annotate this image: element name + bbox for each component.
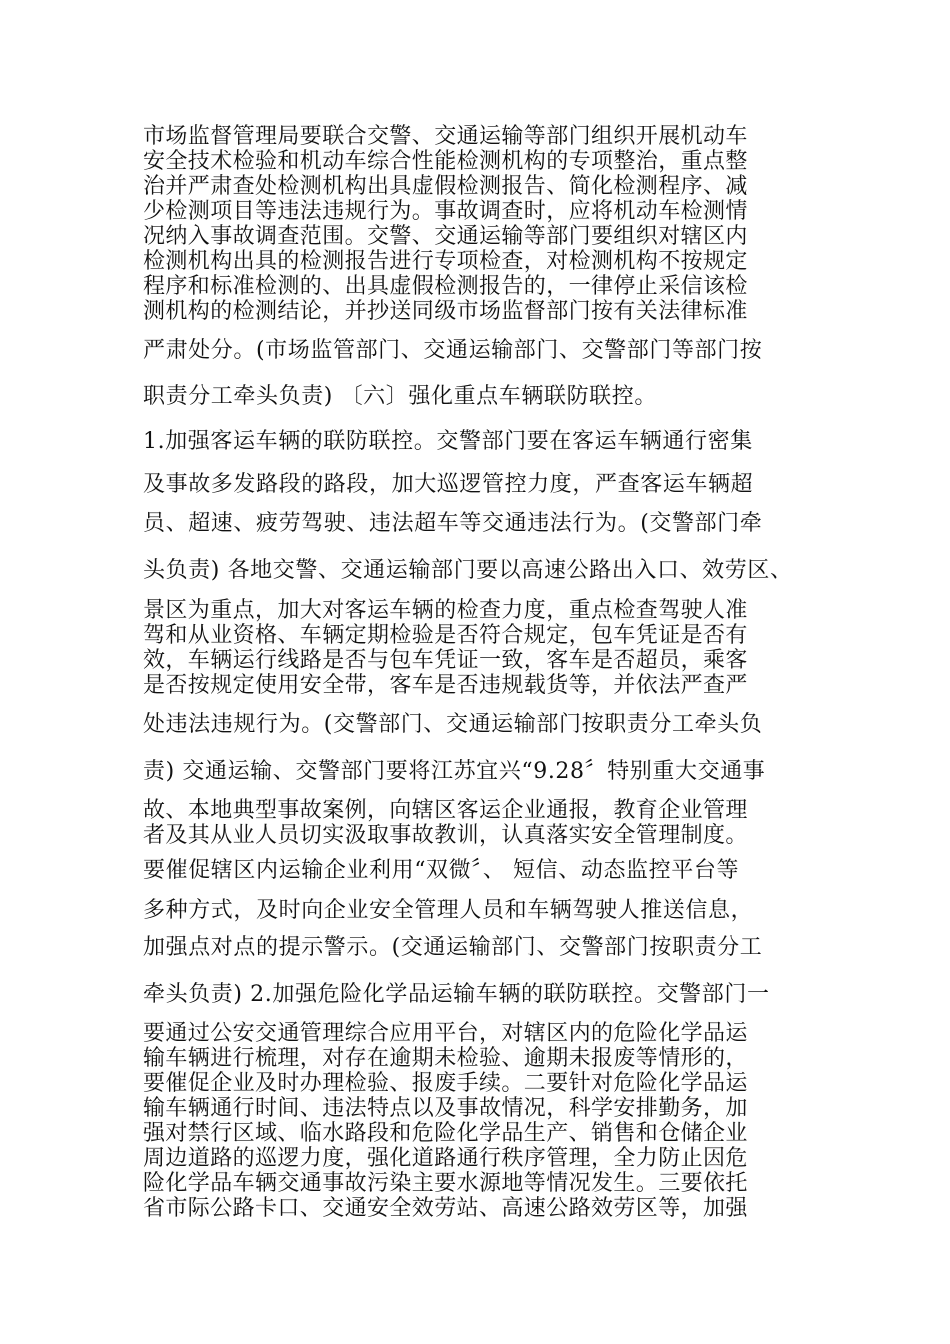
text-line: 及事故多发路段的路段，加大巡逻管控力度，严查客运车辆超 xyxy=(143,472,754,497)
text-line: 程序和标准检测的、出具虚假检测报告的，一律停止采信该检 xyxy=(143,274,748,299)
text-line: 险化学品车辆交通事故污染主要水源地等情况发生。三要依托 xyxy=(143,1171,748,1196)
text-line: 职责分工牵头负责) 〔六〕强化重点车辆联防联控。 xyxy=(143,384,657,409)
text-line: 者及其从业人员切实汲取事故教训，认真落实安全管理制度。 xyxy=(143,823,748,848)
text-line: 强对禁行区域、临水路段和危险化学品生产、销售和仓储企业 xyxy=(143,1121,748,1146)
text-line: 检测机构出具的检测报告进行专项检查，对检测机构不按规定 xyxy=(143,249,748,274)
text-line: 牵头负责) 2.加强危险化学品运输车辆的联防联控。交警部门一 xyxy=(143,982,770,1007)
text-line: 周边道路的巡逻力度，强化道路通行秩序管理，全力防止因危 xyxy=(143,1146,748,1171)
text-line: 少检测项目等违法违规行为。事故调查时，应将机动车检测情 xyxy=(143,199,748,224)
text-line: 市场监督管理局要联合交警、交通运输等部门组织开展机动车 xyxy=(143,124,748,149)
text-line: 景区为重点，加大对客运车辆的检查力度，重点检查驾驶人准 xyxy=(143,598,748,623)
text-line: 员、超速、疲劳驾驶、违法超车等交通违法行为。(交警部门牵 xyxy=(143,511,763,536)
text-line: 效，车辆运行线路是否与包车凭证一致，客车是否超员，乘客 xyxy=(143,648,748,673)
text-line: 安全技术检验和机动车综合性能检测机构的专项整治，重点整 xyxy=(143,149,748,174)
text-line: 测机构的检测结论，并抄送同级市场监督部门按有关法律标准 xyxy=(143,299,748,324)
text-line: 况纳入事故调查范围。交警、交通运输等部门要组织对辖区内 xyxy=(143,224,748,249)
text-line: 1.加强客运车辆的联防联控。交警部门要在客运车辆通行密集 xyxy=(143,429,753,454)
text-line: 要通过公安交通管理综合应用平台，对辖区内的危险化学品运 xyxy=(143,1021,748,1046)
text-line: 是否按规定使用安全带，客车是否违规载货等，并依法严查严 xyxy=(143,673,748,698)
text-line: 多种方式，及时向企业安全管理人员和车辆驾驶人推送信息， xyxy=(143,898,754,923)
text-line: 头负责) 各地交警、交通运输部门要以高速公路出入口、效劳区、 xyxy=(143,558,793,583)
text-line: 输车辆通行时间、违法特点以及事故情况，科学安排勤务，加 xyxy=(143,1096,748,1121)
text-line: 责) 交通运输、交警部门要将江苏宜兴“9.28〞特别重大交通事 xyxy=(143,759,766,784)
text-line: 严肃处分。(市场监管部门、交通运输部门、交警部门等部门按 xyxy=(143,338,763,363)
text-line: 省市际公路卡口、交通安全效劳站、高速公路效劳区等，加强 xyxy=(143,1196,748,1221)
text-line: 驾和从业资格、车辆定期检验是否符合规定，包车凭证是否有 xyxy=(143,623,748,648)
text-line: 要催促辖区内运输企业利用“双微〞、 短信、动态监控平台等 xyxy=(143,858,740,883)
text-line: 加强点对点的提示警示。(交通运输部门、交警部门按职责分工 xyxy=(143,935,763,960)
text-line: 要催促企业及时办理检验、报废手续。二要针对危险化学品运 xyxy=(143,1071,748,1096)
text-line: 处违法违规行为。(交警部门、交通运输部门按职责分工牵头负 xyxy=(143,712,763,737)
text-line: 输车辆进行梳理，对存在逾期未检验、逾期未报废等情形的， xyxy=(143,1046,748,1071)
text-line: 故、本地典型事故案例，向辖区客运企业通报，教育企业管理 xyxy=(143,798,748,823)
text-line: 治并严肃查处检测机构出具虚假检测报告、简化检测程序、减 xyxy=(143,174,748,199)
